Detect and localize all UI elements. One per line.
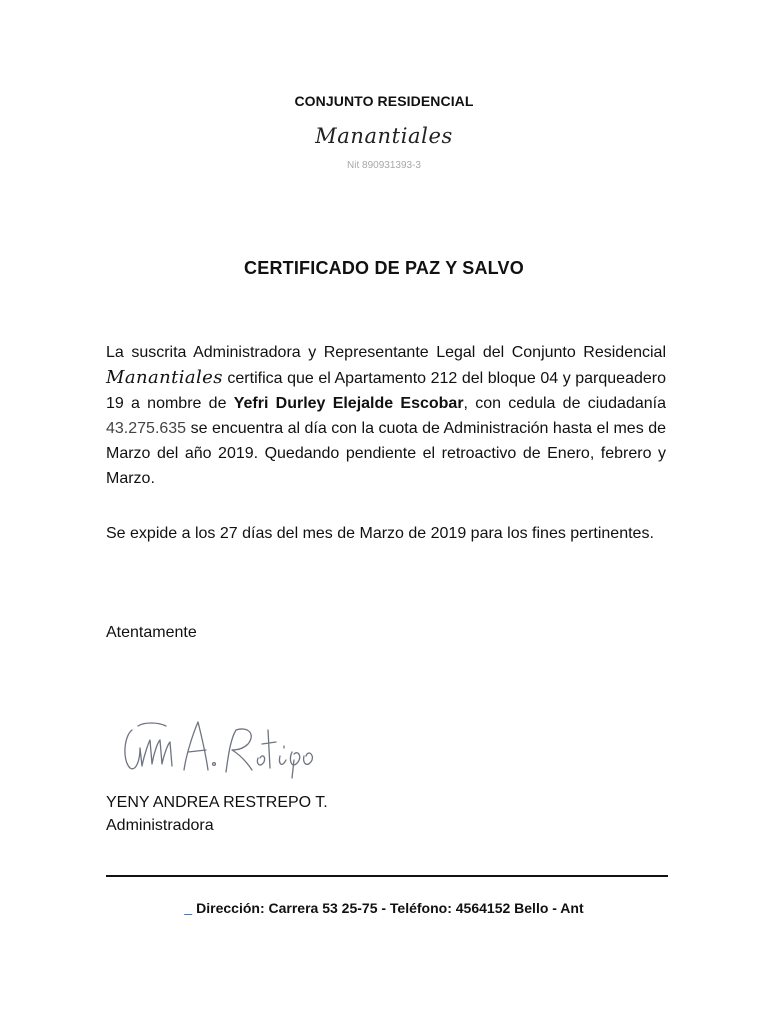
brand-logo xyxy=(0,124,768,148)
footer-divider xyxy=(106,875,668,877)
handwritten-signature xyxy=(118,700,323,780)
signatory-role: Administradora xyxy=(106,817,214,834)
signatory-name: YENY ANDREA RESTREPO T. xyxy=(106,794,328,811)
p1-text-d: se encuentra al día con la cuota de Administración hasta el mes de Marzo del año 2019. Quedando pendiente el retroactivo de Enero, febrero y Marzo. xyxy=(106,420,666,487)
salutation: Atentamente xyxy=(106,624,197,641)
p1-text-c: , con cedula de ciudadanía xyxy=(463,395,666,412)
issue-paragraph: Se expide a los 27 días del mes de Marzo de 2019 para los fines pertinentes. xyxy=(106,525,654,542)
footer-mark: _ xyxy=(184,900,193,916)
resident-name: Yefri Durley Elejalde Escobar xyxy=(233,395,464,412)
certification-paragraph xyxy=(106,340,666,491)
inline-brand-name: Manantiales xyxy=(106,367,223,388)
id-number: 43.275.635 xyxy=(106,420,187,437)
footer-contact xyxy=(0,900,768,916)
org-label: CONJUNTO RESIDENCIAL xyxy=(294,93,474,109)
nit-number: Nit 890931393-3 xyxy=(347,160,421,171)
footer-address: Dirección: Carrera 53 25-75 - Teléfono: 4564152 Bello - Ant xyxy=(196,900,584,916)
p1-text-a: La suscrita Administradora y Representante Legal del Conjunto Residencial xyxy=(106,344,666,361)
document-title: CERTIFICADO DE PAZ Y SALVO xyxy=(244,258,524,278)
p1-text-b: certifica que el Apartamento 212 del bloque 04 y parqueadero 19 a nombre de xyxy=(106,370,666,412)
brand-name: Manantiales xyxy=(315,124,453,148)
